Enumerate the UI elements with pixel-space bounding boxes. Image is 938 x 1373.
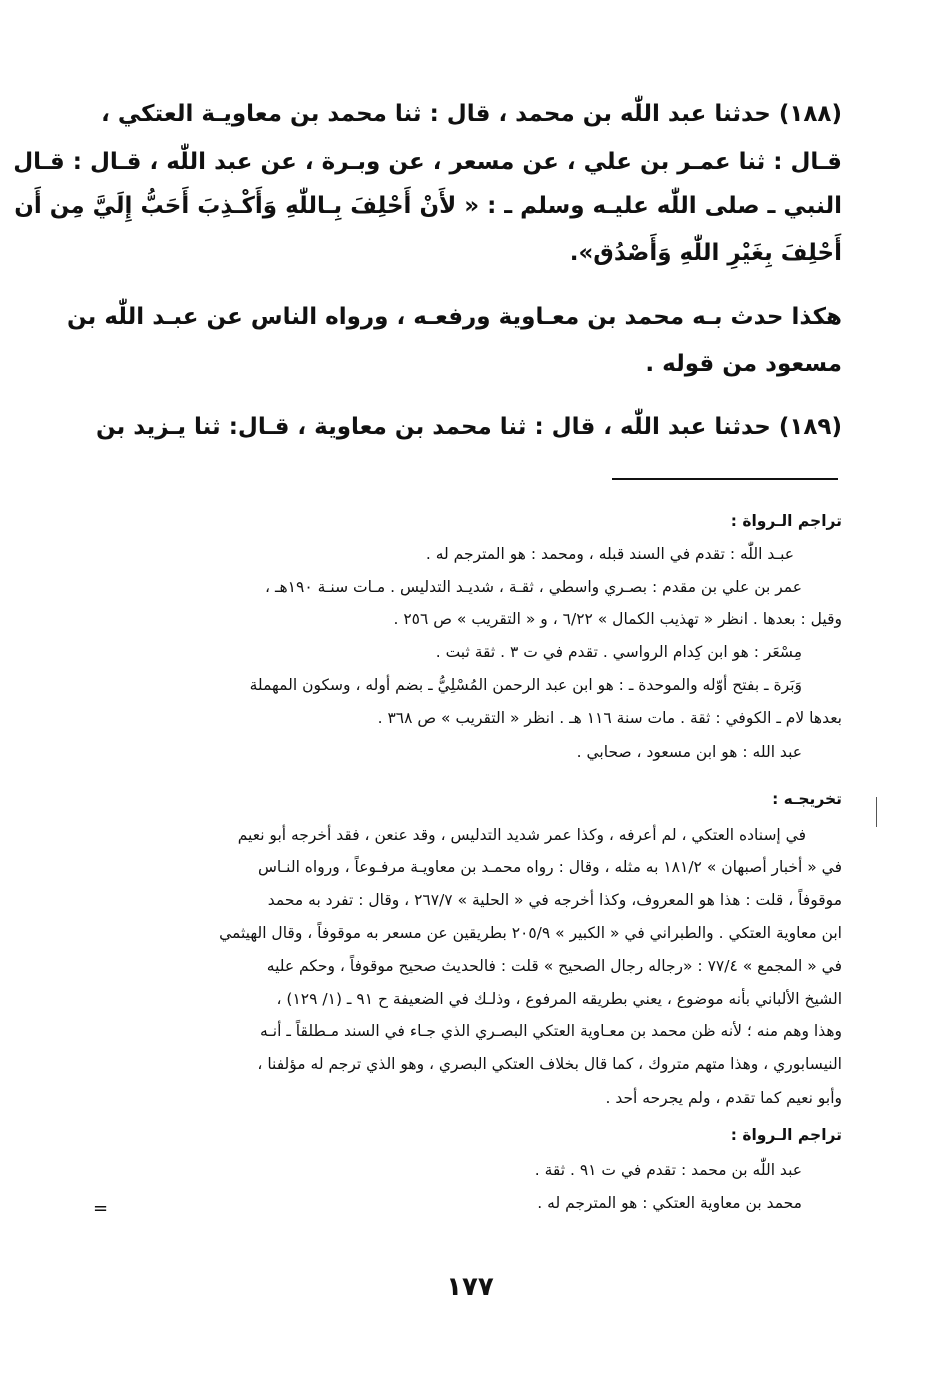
footnote-line: مِسْعَر : هو ابن كِدام الرواسي . تقدم في ت ٣ . ثقة ثبت . bbox=[435, 643, 802, 661]
footnote-line: بعدها لام ـ الكوفي : ثقة . مات سنة ١١٦ هـ . انظر « التقريب » ص ٣٦٨ . bbox=[377, 709, 842, 727]
footnote-line: وأبو نعيم كما تقدم ، ولم يجرحه أحد . bbox=[605, 1089, 842, 1107]
footnote-line: وَبَرة ـ بفتح أوّله والموحدة ـ : هو ابن عبد الرحمن المُسْلِيُّ ـ بضم أوله ، وسكون المهملة bbox=[249, 676, 802, 694]
footnote-line: عبد الله : هو ابن مسعود ، صحابي . bbox=[576, 743, 802, 761]
footnote-line: في إسناده العتكي ، لم أعرفه ، وكذا عمر شديد التدليس ، وقد عنعن ، فقد أخرجه أبو نعيم bbox=[237, 826, 806, 844]
footnote-line: وقيل : بعدها . انظر « تهذيب الكمال » ٦/٢٢ ، و « التقريب » ص ٢٥٦ . bbox=[393, 610, 842, 628]
footnote-line: في « أخبار أصبهان » ١٨١/٢ به مثله ، وقال : رواه محمـد بن معاويـة مرفـوعاً ، ورواه النـاس bbox=[257, 858, 842, 876]
commentary-line-1: هكذا حدث بـه محمد بن معـاوية ورفعـه ، ورواه الناس عن عبـد اللّٰه بن bbox=[66, 304, 842, 330]
narrators-heading: تراجم الـرواة : bbox=[730, 512, 842, 530]
takhrij-heading: تخريجـه : bbox=[772, 790, 842, 808]
hadith-188-line-2: قـال : ثنا عمـر بن علي ، عن مسعر ، عن وبـرة ، عن عبد اللّٰه ، قـال : قـال bbox=[13, 149, 842, 175]
hadith-188-line-3: النبي ـ صلى اللّٰه عليـه وسلم ـ : « لأَنْ أَحْلِفَ بِـاللّٰهِ وَأَكْـذِبَ أَحَبُّ إِلَيَّ مِن أَن bbox=[14, 193, 842, 219]
footnote-line: محمد بن معاوية العتكي : هو المترجم له . bbox=[537, 1194, 802, 1212]
footnote-separator bbox=[612, 478, 838, 480]
footnote-line: في « المجمع » ٧٧/٤ : «رجاله رجال الصحيح » قلت : فالحديث صحيح موقوفاً ، وحكم عليه bbox=[266, 957, 842, 975]
footnote-line: موقوفاً ، قلت : هذا هو المعروف، وكذا أخرجه في « الحلية » ٢٦٧/٧ ، وقال : تفرد به محمد bbox=[267, 891, 842, 909]
footnote-line: النيسابوري ، وهذا متهم متروك ، كما قال بخلاف العتكي البصري ، وهو الذي ترجم له مؤلفنا ، bbox=[257, 1055, 842, 1073]
continuation-mark: = bbox=[93, 1198, 109, 1219]
hadith-188-line-1: (١٨٨) حدثنا عبد اللّٰه بن محمد ، قال : ثنا محمد بن معاويـة العتكي ، bbox=[101, 101, 842, 127]
footnote-line: عمر بن علي بن مقدم : بصـري واسطي ، ثقـة ، شديـد التدليس . مـات سنـة ١٩٠هـ ، bbox=[265, 578, 802, 596]
hadith-188-line-4: أَحْلِفَ بِغَيْرِ اللّٰهِ وَأَصْدُق». bbox=[569, 240, 842, 266]
footnote-line: الشيخ الألباني بأنه موضوع ، يعني بطريقه المرفوع ، وذلـك في الضعيفة ح ٩١ ـ (١/ ١٢٩) ، bbox=[276, 990, 842, 1008]
footnote-line: وهذا وهم منه ؛ لأنه ظن محمد بن معـاوية العتكي البصـري الذي جـاء في السند مـطلقاً ـ أنـه bbox=[259, 1022, 842, 1040]
footnote-line: عبد اللّٰه بن محمد : تقدم في ت ٩١ . ثقة . bbox=[534, 1161, 802, 1179]
footnote-line: ابن معاوية العتكي . والطبراني في « الكبير » ٢٠٥/٩ بطريقين عن مسعر به موقوفاً ، وقال الهيثمي bbox=[219, 924, 842, 942]
commentary-line-2: مسعود من قوله . bbox=[645, 351, 842, 377]
footnote-line: عبـد اللّٰه : تقدم في السند قبله ، ومحمد : هو المترجم له . bbox=[425, 545, 794, 563]
page-number: ١٧٧ bbox=[446, 1272, 494, 1302]
hadith-189-line-1: (١٨٩) حدثنا عبد اللّٰه ، قال : ثنا محمد بن معاوية ، قـال: ثنا يـزيد بن bbox=[95, 414, 842, 440]
narrators-heading-2: تراجم الـرواة : bbox=[730, 1126, 842, 1144]
margin-tick bbox=[876, 797, 877, 827]
